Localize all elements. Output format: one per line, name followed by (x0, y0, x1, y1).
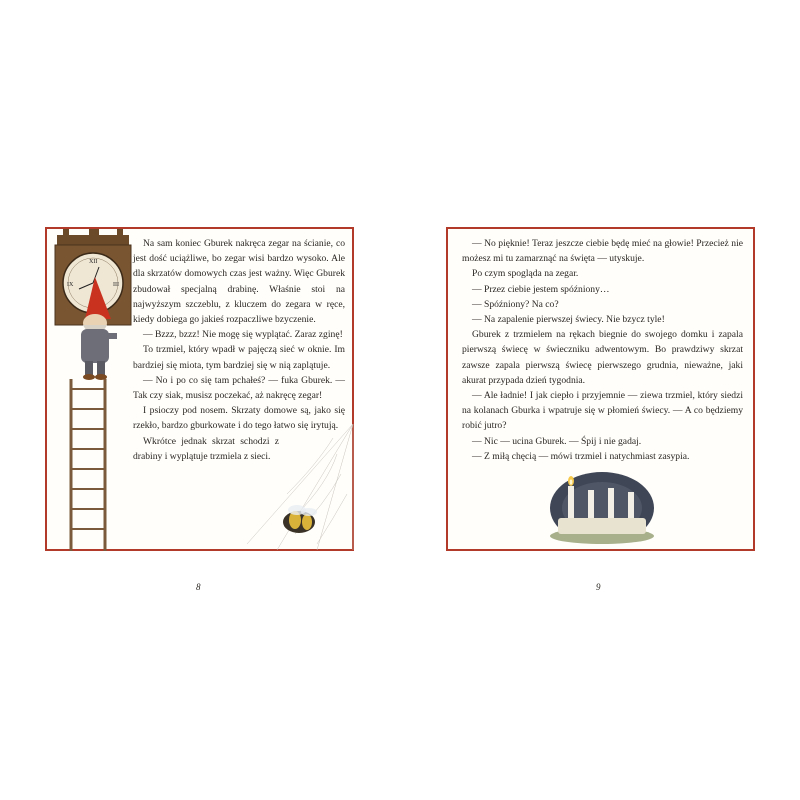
paragraph: — No i po co się tam pchałeś? — fuka Gburek. — Tak czy siak, musisz poczekać, aż nakręcę zegar! (133, 374, 345, 402)
paragraph: — Ale ładnie! I jak ciepło i przyjemnie — ziewa trzmiel, który siedzi na kolanach Gburka i wpatruje się w płomień świecy. — A co będziemy robić jutro? (462, 390, 743, 432)
paragraph: — Nic — ucina Gburek. — Śpij i nie gadaj. (472, 435, 642, 447)
svg-text:IX: IX (67, 282, 74, 288)
page-number-left: 8 (196, 582, 201, 592)
right-page-text (462, 236, 743, 464)
paragraph: — No pięknie! Teraz jeszcze ciebie będę mieć na głowie! Przecież nie możesz mi tu zamarznąć na święta — utyskuje. (462, 238, 743, 265)
paragraph: Po czym spogląda na zegar. (472, 268, 579, 280)
gnome-on-ladder-illustration (49, 229, 139, 551)
svg-text:XII: XII (89, 259, 98, 265)
left-page-frame (45, 227, 354, 551)
paragraph: — Spóźniony? Na co? (472, 298, 559, 310)
advent-candles-illustration (548, 468, 656, 544)
right-page-frame (446, 227, 755, 551)
paragraph: — Z miłą chęcią — mówi trzmiel i natychmiast zasypia. (472, 450, 690, 462)
paragraph: — Bzzz, bzzz! Nie mogę się wyplątać. Zaraz zginę! (143, 329, 343, 341)
paragraph: Gburek z trzmielem na rękach biegnie do swojego domku i zapala pierwszą świecę w świeczniku adwentowym. Bo prawdziwy skrzat zawsze zapala pierwszą świecę pierwszego grudnia, nieważne, jaki akurat przypada dzień tygodnia. (462, 329, 743, 386)
svg-text:III: III (113, 282, 119, 288)
paragraph: — Na zapalenie pierwszej świecy. Nie bzycz tyle! (472, 314, 665, 326)
paragraph: Wkrótce jednak skrzat schodzi z drabiny i wyplątuje trzmiela z sieci. (133, 435, 279, 462)
paragraph: I psioczy pod nosem. Skrzaty domowe są, jako się rzekło, bardzo gburkowate i do tego łatwo się irytują. (133, 405, 345, 432)
paragraph: To trzmiel, który wpadł w pajęczą sieć w oknie. Im bardziej się miota, tym bardziej się w nią zaplątuje. (133, 344, 345, 371)
bumblebee-web-illustration (237, 424, 354, 551)
paragraph: Na sam koniec Gburek nakręca zegar na ścianie, co jest dość uciążliwe, bo zegar wisi bardzo wysoko. Ale dla skrzatów domowych czas jest ważny. Więc Gburek zbudował specjalną drabinę. Właśnie stoi na najwyższym szczeblu, z kluczem do zegara w ręce, kiedy dobiega go jakieś rozpaczliwe bzyczenie. (133, 238, 345, 326)
paragraph: — Przez ciebie jestem spóźniony… (472, 283, 610, 295)
page-number-right: 9 (596, 582, 601, 592)
